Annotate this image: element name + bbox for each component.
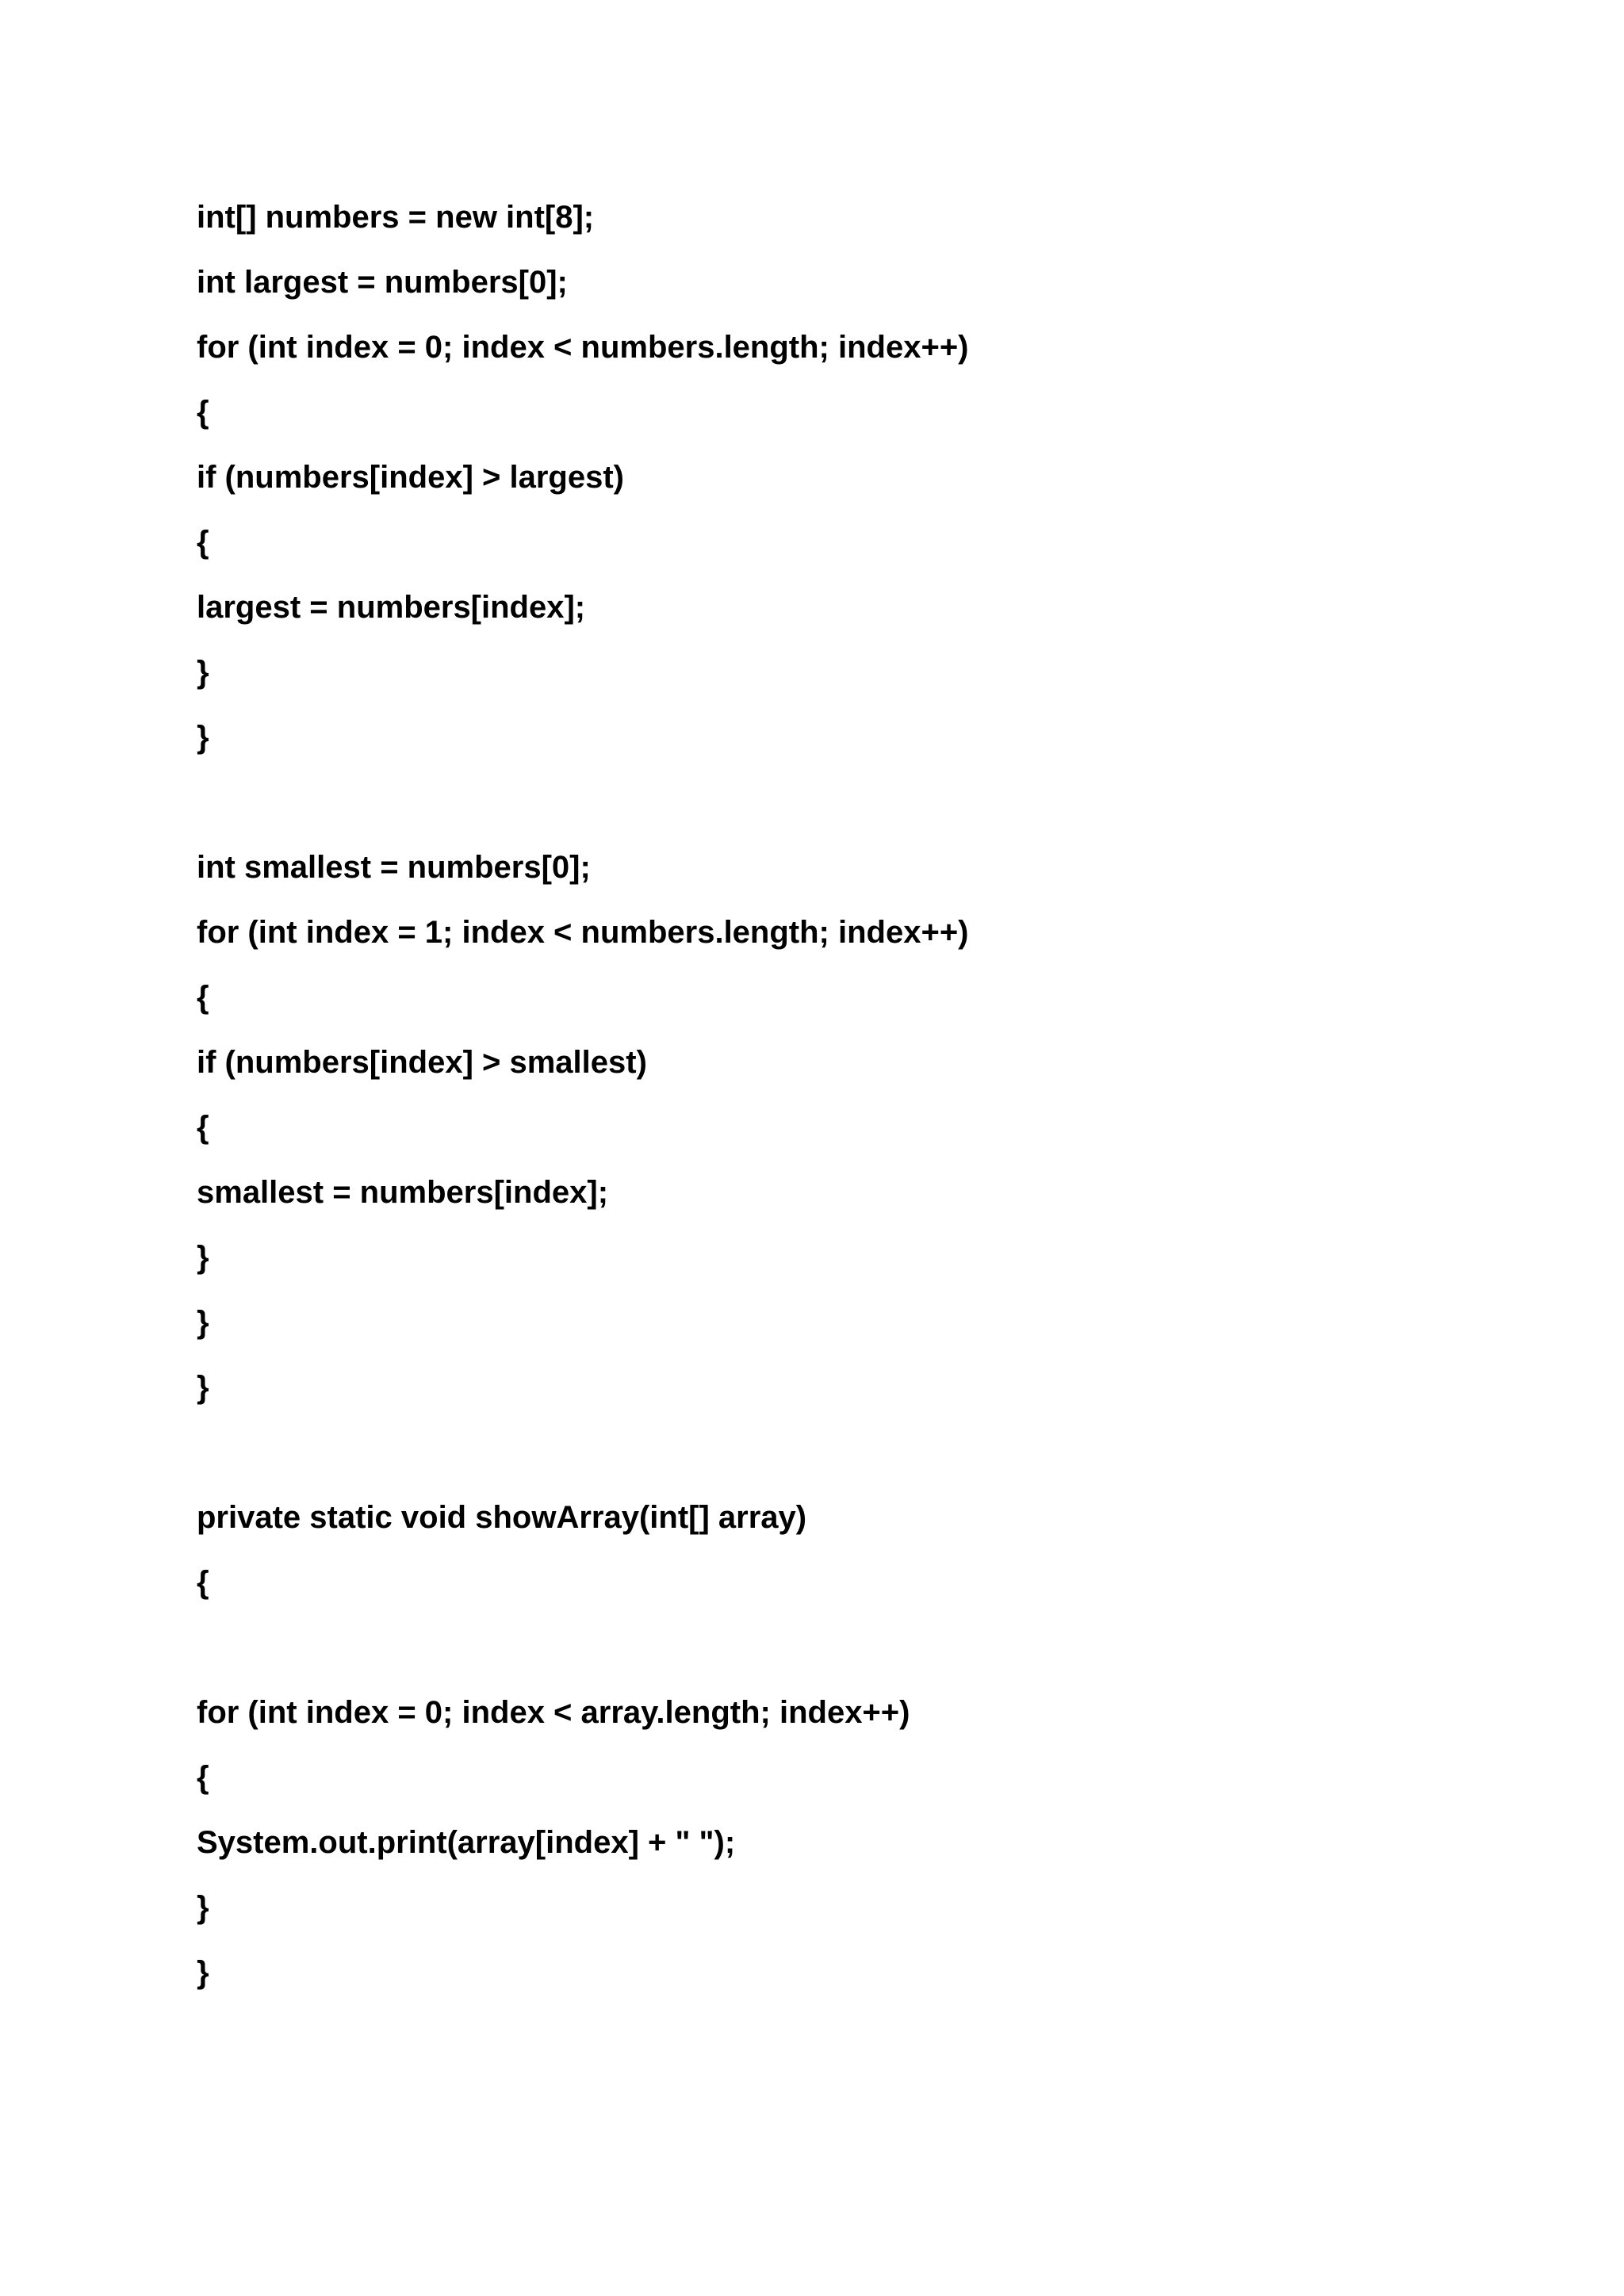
code-line-6: { — [197, 525, 209, 560]
code-line-23: System.out.print(array[index] + " "); — [197, 1825, 736, 1860]
code-line-4: { — [197, 395, 209, 430]
code-line-3: for (int index = 0; index < numbers.length; index++) — [197, 330, 969, 365]
code-line-7: largest = numbers[index]; — [197, 590, 586, 625]
code-line-2: int largest = numbers[0]; — [197, 265, 568, 300]
code-line-16: } — [197, 1240, 209, 1275]
code-line-20: { — [197, 1565, 209, 1600]
code-line-10: int smallest = numbers[0]; — [197, 850, 591, 885]
code-line-12: { — [197, 980, 209, 1015]
code-line-17: } — [197, 1305, 209, 1340]
code-line-15: smallest = numbers[index]; — [197, 1175, 609, 1210]
code-line-11: for (int index = 1; index < numbers.length; index++) — [197, 915, 969, 950]
code-line-19: private static void showArray(int[] array) — [197, 1500, 807, 1535]
code-line-9: } — [197, 720, 209, 755]
code-line-21: for (int index = 0; index < array.length; index++) — [197, 1695, 910, 1730]
code-line-8: } — [197, 655, 209, 690]
code-line-1: int[] numbers = new int[8]; — [197, 200, 595, 235]
code-line-5: if (numbers[index] > largest) — [197, 460, 624, 495]
code-line-14: { — [197, 1110, 209, 1145]
code-line-18: } — [197, 1370, 209, 1405]
code-line-13: if (numbers[index] > smallest) — [197, 1045, 647, 1080]
code-line-22: { — [197, 1760, 209, 1795]
code-line-24: } — [197, 1890, 209, 1925]
code-line-25: } — [197, 1955, 209, 1990]
